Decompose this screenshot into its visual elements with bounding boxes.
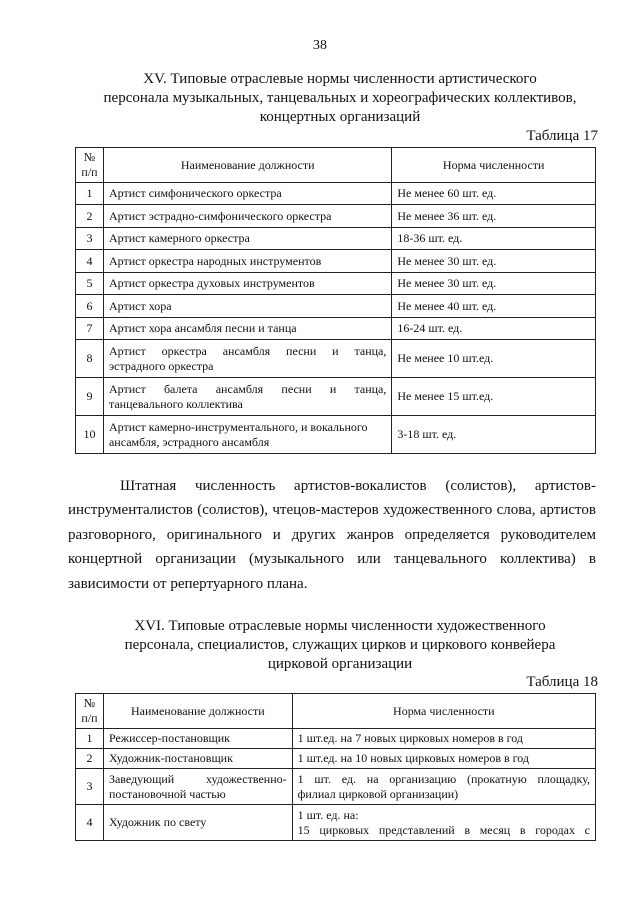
column-header-number: № п/п [76,694,104,729]
column-header-position: Наименование должности [103,694,292,729]
table-row [76,318,596,340]
row-norm-line: 1 шт. ед. на организацию (прокатную площадку, [297,771,590,786]
row-position-line: Артист балета ансамбля песни и танца, [108,381,387,396]
table-row [76,205,596,228]
section-16-heading [80,617,600,674]
row-number: 7 [76,318,104,340]
row-norm-line: филиал цирковой организации) [297,786,459,801]
row-position: Артист оркестра народных инструментов [103,250,391,273]
staffing-paragraph-text: Штатная численность артистов-вокалистов (солистов), артистов-инструменталистов (солистов), чтецов-мастеров художественного слова, артистов разговорного, оригинального и других жанров определяется руководителем концертной организации (музыкального или танцевального коллектива) в зависимости от репертуарного плана. [68,478,596,592]
row-position-line: ансамбля, эстрадного ансамбля [108,434,270,449]
row-position-line: постановочной частью [108,786,226,801]
row-norm: Не менее 40 шт. ед. [392,295,596,318]
table-18-header-row [76,694,596,729]
table-17-header-row [76,148,596,183]
row-position: Артист хора ансамбля песни и танца [103,318,391,340]
section-15-heading-line: концертных организаций [259,109,421,125]
table-17-caption: Таблица 17 [526,128,598,144]
row-position: Артист камерного оркестра [103,228,391,250]
table-row [76,228,596,250]
row-norm: 1 шт.ед. на 7 новых цирковых номеров в год [292,729,595,749]
section-15-heading [80,70,600,127]
row-norm: Не менее 60 шт. ед. [392,183,596,205]
table-row [76,250,596,273]
row-position [103,416,391,454]
row-number: 1 [76,729,104,749]
row-norm: Не менее 36 шт. ед. [392,205,596,228]
row-number: 5 [76,273,104,295]
table-row [76,749,596,769]
row-norm [292,769,595,805]
row-position: Артист хора [103,295,391,318]
row-number: 2 [76,205,104,228]
row-position-line: Артист камерно-инструментального, и вокального [108,419,368,434]
row-number: 3 [76,769,104,805]
row-position [103,769,292,805]
table-18-caption: Таблица 18 [526,674,598,690]
row-position-line: Заведующий художественно- [108,771,287,786]
row-position [103,378,391,416]
row-position-line: танцевального коллектива [108,396,243,411]
row-norm-line: 1 шт. ед. на: [297,807,359,822]
page-number: 38 [313,38,327,53]
row-position: Художник-постановщик [103,749,292,769]
table-18 [75,693,596,841]
staffing-paragraph [68,474,596,596]
column-header-norm: Норма численности [392,148,596,183]
section-16-heading-line: XVI. Типовые отраслевые нормы численности художественного [134,618,546,634]
table-row [76,378,596,416]
table-row [76,183,596,205]
table-row [76,273,596,295]
row-norm: 1 шт.ед. на 10 новых цирковых номеров в год [292,749,595,769]
column-header-number: № п/п [76,148,104,183]
row-position-line: Артист оркестра ансамбля песни и танца, [108,343,387,358]
row-number: 3 [76,228,104,250]
column-header-position: Наименование должности [103,148,391,183]
section-15-heading-line: XV. Типовые отраслевые нормы численности артистического [143,71,537,87]
table-row [76,295,596,318]
row-position [103,340,391,378]
section-16-heading-line: персонала, специалистов, служащих цирков и циркового конвейера [124,637,556,653]
row-number: 10 [76,416,104,454]
row-number: 6 [76,295,104,318]
table-row [76,340,596,378]
row-norm-line: 15 цирковых представлений в месяц в городах с [297,822,590,837]
row-norm: Не менее 30 шт. ед. [392,273,596,295]
row-norm: Не менее 10 шт.ед. [392,340,596,378]
row-number: 2 [76,749,104,769]
row-position: Художник по свету [103,805,292,841]
row-number: 9 [76,378,104,416]
section-15-heading-line: персонала музыкальных, танцевальных и хореографических коллективов, [103,90,577,106]
row-position: Режиссер-постановщик [103,729,292,749]
row-norm: Не менее 30 шт. ед. [392,250,596,273]
table-row [76,805,596,841]
table-row [76,416,596,454]
row-number: 4 [76,805,104,841]
section-16-heading-line: цирковой организации [267,656,413,672]
row-number: 8 [76,340,104,378]
row-number: 1 [76,183,104,205]
row-norm: 3-18 шт. ед. [392,416,596,454]
row-number: 4 [76,250,104,273]
row-position: Артист оркестра духовых инструментов [103,273,391,295]
row-norm: Не менее 15 шт.ед. [392,378,596,416]
row-norm [292,805,595,841]
column-header-norm: Норма численности [292,694,595,729]
table-row [76,729,596,749]
row-norm: 18-36 шт. ед. [392,228,596,250]
table-row [76,769,596,805]
row-position: Артист эстрадно-симфонического оркестра [103,205,391,228]
table-17 [75,147,596,454]
row-position: Артист симфонического оркестра [103,183,391,205]
row-norm: 16-24 шт. ед. [392,318,596,340]
row-position-line: эстрадного оркестра [108,358,214,373]
